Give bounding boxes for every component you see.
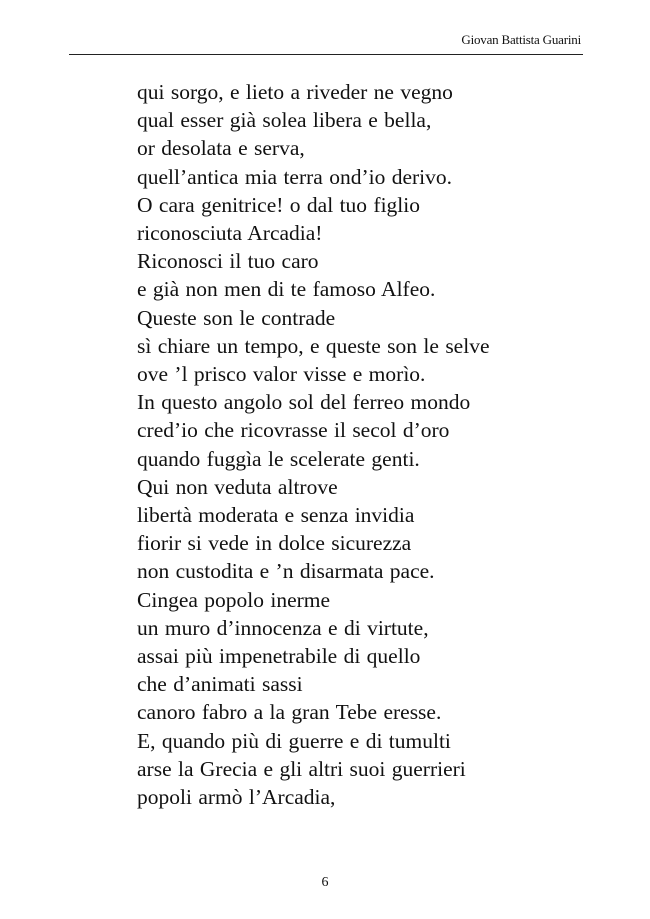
poem-line: O cara genitrice! o dal tuo figlio [137, 192, 421, 217]
poem-line: quando fuggìa le scelerate genti. [137, 446, 420, 471]
poem-line: or desolata e serva, [137, 136, 305, 161]
poem-line: che d’animati sassi [137, 672, 303, 697]
page-number: 6 [321, 875, 329, 890]
poem-line: assai più impenetrabile di quello [137, 644, 421, 669]
poem-line: arse la Grecia e gli altri suoi guerrieri [137, 756, 466, 781]
poem-line: sì chiare un tempo, e queste son le selve [137, 333, 490, 358]
poem-line: Queste son le contrade [137, 305, 336, 330]
poem-line: non custodita e ’n disarmata pace. [137, 559, 435, 584]
poem-line: riconosciuta Arcadia! [137, 221, 323, 246]
running-header-author: Giovan Battista Guarini [461, 32, 581, 47]
poem-line: qui sorgo, e lieto a riveder ne vegno [137, 80, 453, 104]
poem-line: libertà moderata e senza invidia [137, 503, 415, 528]
poem-line: un muro d’innocenza e di virtute, [137, 615, 429, 640]
poem-line: Cingea popolo inerme [137, 587, 331, 612]
poem-line: Riconosci il tuo caro [137, 249, 319, 274]
poem-line: ove ’l prisco valor visse e morìo. [137, 362, 426, 387]
poem-line: e già non men di te famoso Alfeo. [137, 277, 436, 302]
poem-line: quell’antica mia terra ond’io derivo. [137, 164, 453, 189]
poem-line: E, quando più di guerre e di tumulti [137, 728, 451, 753]
poem-line: In questo angolo sol del ferreo mondo [137, 390, 471, 415]
poem-line: fiorir si vede in dolce sicurezza [137, 531, 412, 556]
poem-line: Qui non veduta altrove [137, 474, 338, 499]
poem-line: popoli armò l’Arcadia, [137, 785, 336, 810]
header-rule [69, 54, 583, 55]
poem-line: cred’io che ricovrasse il secol d’oro [137, 418, 450, 443]
poem-line: qual esser già solea libera e bella, [137, 108, 432, 133]
poem-line: canoro fabro a la gran Tebe eresse. [137, 700, 442, 725]
poem-text [137, 78, 490, 811]
